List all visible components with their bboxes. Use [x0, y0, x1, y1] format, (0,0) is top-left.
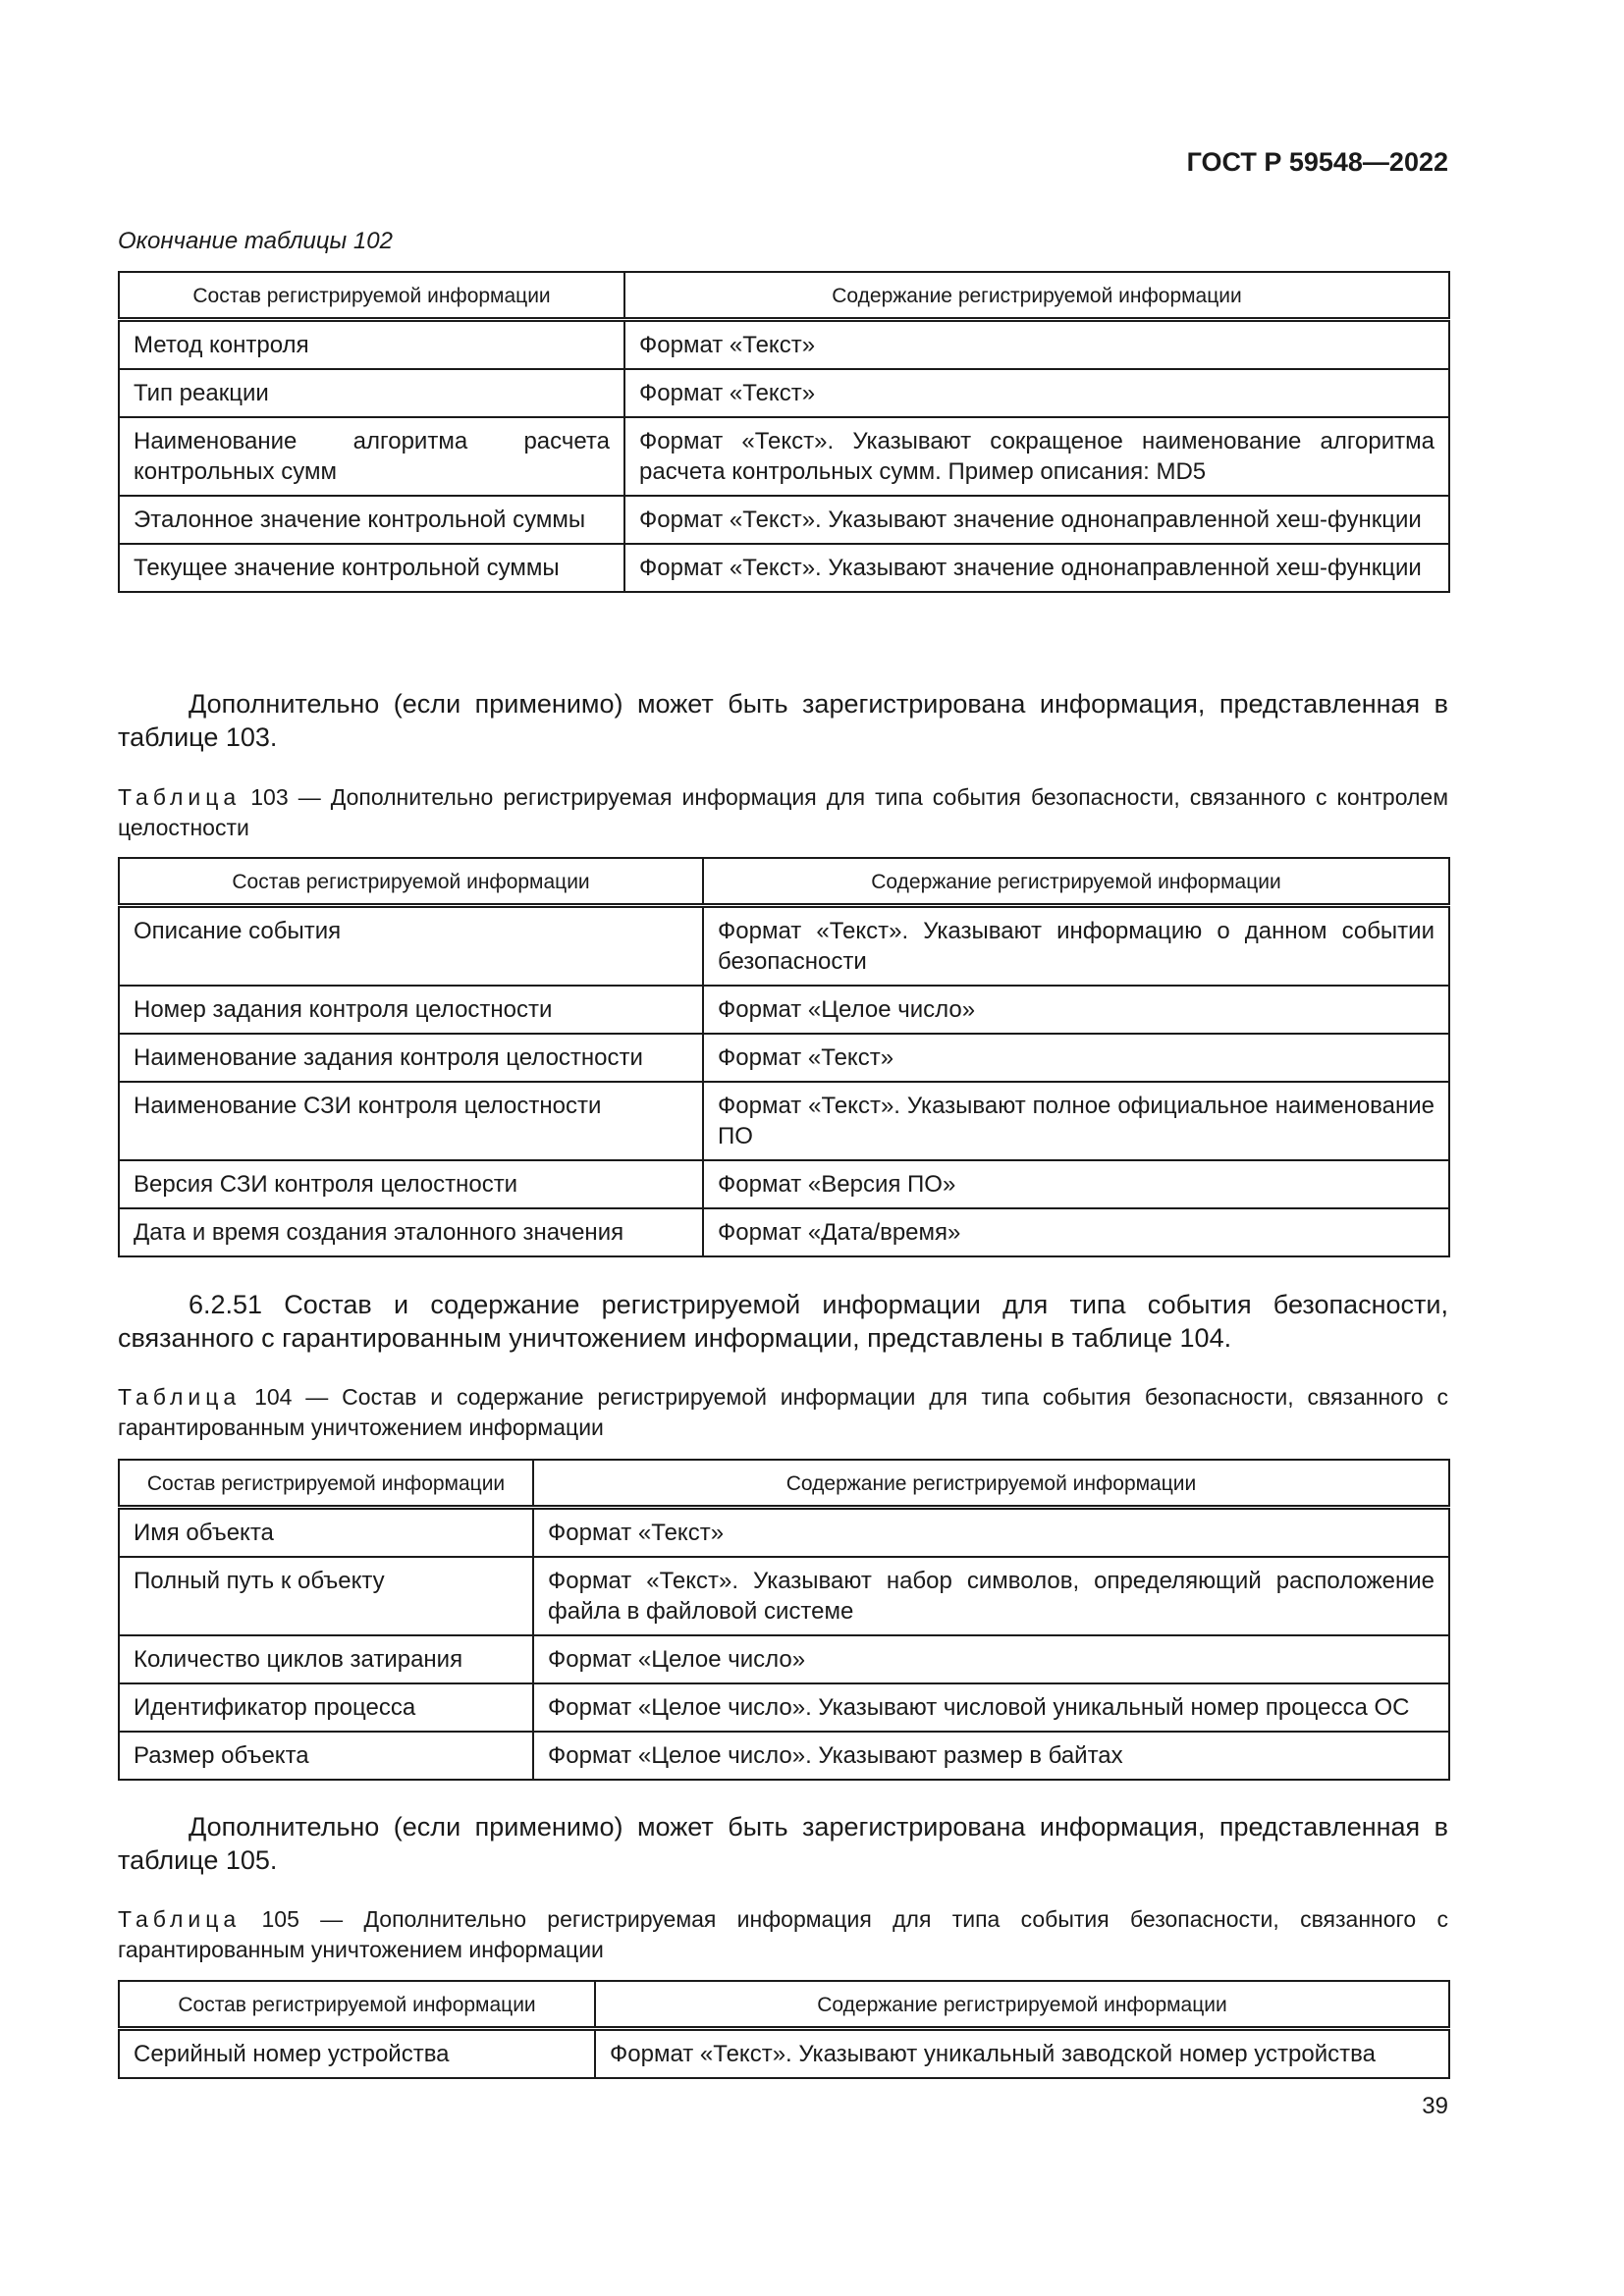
table-header-row — [119, 272, 1449, 320]
table-row — [119, 369, 1449, 417]
table-102 — [118, 271, 1450, 593]
table-cell: Формат «Версия ПО» — [703, 1160, 1449, 1208]
paragraph: Дополнительно (если применимо) может быть зарегистрирована информация, представленная в таблице 103. — [118, 689, 1448, 752]
table-row — [119, 1082, 1449, 1160]
table-103-title — [118, 782, 1448, 843]
column-header: Содержание регистрируемой информации — [703, 858, 1449, 906]
table-cell: Формат «Дата/время» — [703, 1208, 1449, 1256]
table-header-row — [119, 858, 1449, 906]
table-cell: Формат «Текст» — [624, 369, 1449, 417]
table-title-text: 105 — Дополнительно регистрируемая информация для типа события безопасности, связанного с гарантированным уничтожением информации — [118, 1906, 1448, 1962]
table-cell: Размер объекта — [119, 1732, 533, 1780]
table-cell: Метод контроля — [119, 320, 624, 370]
table-cell: Формат «Целое число» — [703, 986, 1449, 1034]
table-row — [119, 320, 1449, 370]
table-row — [119, 1034, 1449, 1082]
table-title-text: 104 — Состав и содержание регистрируемой информации для типа события безопасности, связанного с гарантированным уничтожением информации — [118, 1384, 1448, 1440]
table-cell: Наименование задания контроля целостности — [119, 1034, 703, 1082]
table-cell: Формат «Целое число» — [533, 1635, 1449, 1683]
table-cell: Наименование СЗИ контроля целостности — [119, 1082, 703, 1160]
page-number: 39 — [1422, 2093, 1448, 2119]
table-row — [119, 1208, 1449, 1256]
table-row — [119, 1635, 1449, 1683]
table-header-row — [119, 1460, 1449, 1508]
table-cell: Формат «Текст» — [624, 320, 1449, 370]
table-row — [119, 1683, 1449, 1732]
table-cell: Наименование алгоритма расчета контрольных сумм — [119, 417, 624, 496]
table-cell: Версия СЗИ контроля целостности — [119, 1160, 703, 1208]
column-header: Состав регистрируемой информации — [119, 1460, 533, 1508]
table-cell: Эталонное значение контрольной суммы — [119, 496, 624, 544]
table-cell: Текущее значение контрольной суммы — [119, 544, 624, 592]
column-header: Содержание регистрируемой информации — [624, 272, 1449, 320]
table-cell: Формат «Текст». Указывают информацию о данном событии безопасности — [703, 906, 1449, 987]
table-cell: Формат «Текст» — [533, 1508, 1449, 1558]
table-label: Таблица — [118, 1384, 242, 1410]
table-cell: Формат «Текст». Указывают уникальный заводской номер устройства — [595, 2029, 1449, 2079]
table-row — [119, 1557, 1449, 1635]
table-row — [119, 2029, 1449, 2079]
table-102-caption: Окончание таблицы 102 — [118, 228, 393, 254]
table-cell: Количество циклов затирания — [119, 1635, 533, 1683]
paragraph: 6.2.51 Состав и содержание регистрируемой информации для типа события безопасности, связанного с гарантированным уничтожением информации, представлены в таблице 104. — [118, 1290, 1448, 1353]
table-header-row — [119, 1981, 1449, 2029]
table-105 — [118, 1980, 1450, 2079]
table-105-title — [118, 1904, 1448, 1965]
column-header: Состав регистрируемой информации — [119, 272, 624, 320]
table-cell: Имя объекта — [119, 1508, 533, 1558]
table-title-text: 103 — Дополнительно регистрируемая информация для типа события безопасности, связанного с контролем целостности — [118, 784, 1449, 840]
table-104-title — [118, 1382, 1448, 1443]
table-cell: Формат «Текст». Указывают значение однонаправленной хеш-функции — [624, 544, 1449, 592]
table-cell: Формат «Текст». Указывают набор символов, определяющий расположение файла в файловой системе — [533, 1557, 1449, 1635]
table-row — [119, 1732, 1449, 1780]
table-cell: Полный путь к объекту — [119, 1557, 533, 1635]
table-cell: Формат «Целое число». Указывают числовой уникальный номер процесса ОС — [533, 1683, 1449, 1732]
table-cell: Формат «Текст» — [703, 1034, 1449, 1082]
paragraph: Дополнительно (если применимо) может быть зарегистрирована информация, представленная в таблице 105. — [118, 1812, 1448, 1875]
table-cell: Номер задания контроля целостности — [119, 986, 703, 1034]
table-label: Таблица — [118, 784, 242, 810]
table-row — [119, 986, 1449, 1034]
table-103 — [118, 857, 1450, 1257]
column-header: Состав регистрируемой информации — [119, 1981, 595, 2029]
column-header: Состав регистрируемой информации — [119, 858, 703, 906]
table-cell: Формат «Текст». Указывают значение однонаправленной хеш-функции — [624, 496, 1449, 544]
table-cell: Серийный номер устройства — [119, 2029, 595, 2079]
table-cell: Тип реакции — [119, 369, 624, 417]
table-row — [119, 906, 1449, 987]
table-cell: Формат «Текст». Указывают полное официальное наименование ПО — [703, 1082, 1449, 1160]
table-cell: Формат «Целое число». Указывают размер в байтах — [533, 1732, 1449, 1780]
table-cell: Описание события — [119, 906, 703, 987]
table-cell: Дата и время создания эталонного значения — [119, 1208, 703, 1256]
table-label: Таблица — [118, 1906, 242, 1932]
table-row — [119, 1160, 1449, 1208]
column-header: Содержание регистрируемой информации — [533, 1460, 1449, 1508]
table-row — [119, 496, 1449, 544]
table-cell: Формат «Текст». Указывают сокращеное наименование алгоритма расчета контрольных сумм. Пример описания: MD5 — [624, 417, 1449, 496]
document-id: ГОСТ Р 59548—2022 — [1186, 147, 1448, 177]
table-row — [119, 417, 1449, 496]
column-header: Содержание регистрируемой информации — [595, 1981, 1449, 2029]
table-row — [119, 1508, 1449, 1558]
table-row — [119, 544, 1449, 592]
table-104 — [118, 1459, 1450, 1781]
table-cell: Идентификатор процесса — [119, 1683, 533, 1732]
